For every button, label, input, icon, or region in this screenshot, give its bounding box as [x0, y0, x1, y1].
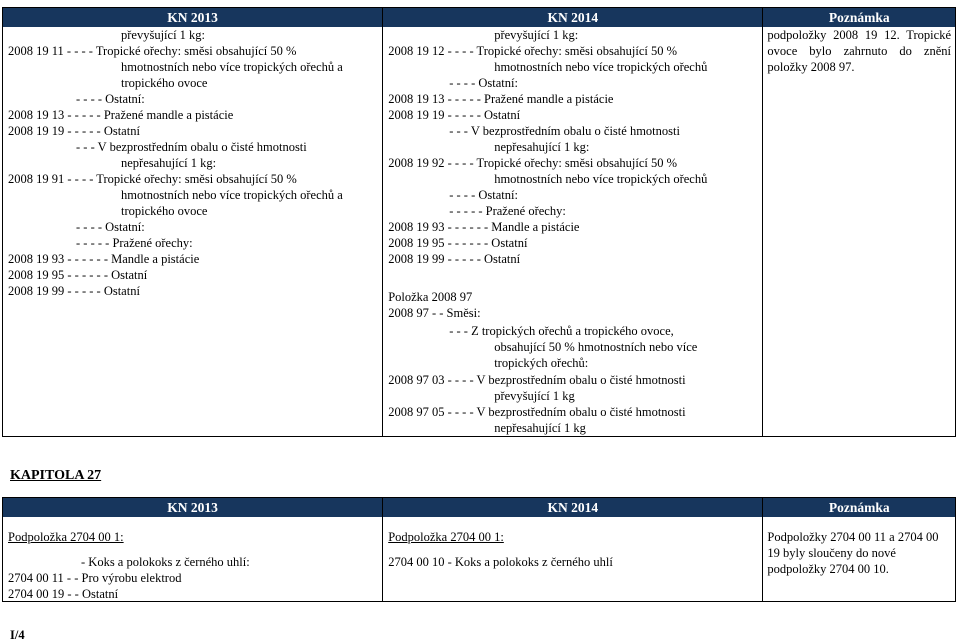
header-poznamka: Poznámka [762, 498, 955, 517]
table-line: převyšující 1 kg [494, 389, 575, 403]
table-line: - - - V bezprostředním obalu o čisté hmotnosti [76, 140, 307, 154]
table-line: 2008 19 91 - - - - Tropické ořechy: směsi obsahující 50 % [8, 172, 297, 186]
poznamka-column [762, 27, 955, 436]
table-line: - - - - - Pražené ořechy: [76, 236, 193, 250]
table-line: 2008 97 05 - - - - V bezprostředním obalu o čisté hmotnosti [388, 405, 686, 419]
table-line: hmotnostních nebo více tropických ořechů [494, 172, 708, 186]
table-line: - Koks a polokoks z černého uhlí: [81, 555, 250, 569]
table-line: hmotnostních nebo více tropických ořechů a [121, 188, 343, 202]
table-line: 2008 97 - - Směsi: [388, 306, 481, 320]
note-text: podpoložky 2008 19 12. Tropické ovoce bylo zahrnuto do znění položky 2008 97. [767, 28, 951, 74]
table-line: Podpoložka 2704 00 1: [388, 530, 504, 544]
section-title: KAPITOLA 27 [10, 468, 102, 483]
table-line: - - - Z tropických ořechů a tropického ovoce, [449, 324, 674, 338]
table-line: Položka 2008 97 [388, 290, 473, 304]
table-line: 2008 97 03 - - - - V bezprostředním obalu o čisté hmotnosti [388, 373, 686, 387]
table-line: hmotnostních nebo více tropických ořechů a [121, 60, 343, 74]
table-line: hmotnostních nebo více tropických ořechů [494, 60, 708, 74]
note-text: Podpoložky 2704 00 11 a 2704 00 19 byly sloučeny do nové podpoložky 2704 00 10. [767, 530, 939, 576]
table-line: 2008 19 11 - - - - Tropické ořechy: směsi obsahující 50 % [8, 44, 297, 58]
table-line: obsahující 50 % hmotnostních nebo více [494, 340, 698, 354]
poznamka-column [762, 517, 955, 601]
header-kn2014: KN 2014 [382, 8, 762, 27]
header-kn2014: KN 2014 [382, 498, 762, 517]
table-line: 2008 19 95 - - - - - - Ostatní [388, 236, 528, 250]
table-line: - - - - Ostatní: [76, 92, 145, 106]
table-line: 2704 00 19 - - Ostatní [8, 587, 119, 601]
table-line: - - - - - Pražené ořechy: [449, 204, 566, 218]
header-kn2013: KN 2013 [167, 499, 218, 515]
table-line: tropického ovoce [121, 76, 208, 90]
table-line: Podpoložka 2704 00 1: [8, 530, 124, 544]
table-line: 2008 19 99 - - - - - Ostatní [8, 284, 140, 298]
table-line: tropických ořechů: [494, 356, 589, 370]
table-line: - - - - Ostatní: [76, 220, 145, 234]
table-line: nepřesahující 1 kg [494, 421, 586, 435]
header-poznamka: Poznámka [762, 8, 955, 27]
table-line: 2704 00 11 - - Pro výrobu elektrod [8, 571, 182, 585]
table-line: 2008 19 95 - - - - - - Ostatní [8, 268, 148, 282]
kn2013-column [3, 517, 382, 601]
table-line: - - - V bezprostředním obalu o čisté hmotnosti [449, 124, 680, 138]
page-number: I/4 [10, 628, 25, 642]
table-kn-2008 [2, 7, 956, 437]
kn2014-column [382, 27, 762, 436]
table-line: 2008 19 19 - - - - - Ostatní [8, 124, 140, 138]
header-kn2013: KN 2013 [167, 9, 218, 25]
table-line: 2008 19 19 - - - - - Ostatní [388, 108, 521, 122]
table-line: 2008 19 13 - - - - - Pražené mandle a pistácie [8, 108, 234, 122]
table-line: 2008 19 99 - - - - - Ostatní [388, 252, 521, 266]
table-line: - - - - Ostatní: [449, 188, 518, 202]
kn2014-column [382, 517, 762, 601]
table-kn-2704 [2, 497, 956, 602]
table-line: tropického ovoce [121, 204, 208, 218]
table-header [3, 498, 955, 517]
table-line: - - - - Ostatní: [449, 76, 518, 90]
table-line: 2008 19 13 - - - - - Pražené mandle a pistácie [388, 92, 614, 106]
table-line: převyšující 1 kg: [121, 28, 206, 42]
table-header [3, 8, 955, 27]
table-line: 2008 19 93 - - - - - - Mandle a pistácie [388, 220, 580, 234]
table-line: nepřesahující 1 kg: [121, 156, 217, 170]
table-line: nepřesahující 1 kg: [494, 140, 590, 154]
table-line: 2008 19 92 - - - - Tropické ořechy: směsi obsahující 50 % [388, 156, 678, 170]
kn2013-column [3, 27, 382, 436]
table-line: 2704 00 10 - Koks a polokoks z černého uhlí [388, 555, 613, 569]
table-line: 2008 19 93 - - - - - - Mandle a pistácie [8, 252, 200, 266]
table-line: 2008 19 12 - - - - Tropické ořechy: směsi obsahující 50 % [388, 44, 678, 58]
table-line: převyšující 1 kg: [494, 28, 579, 42]
